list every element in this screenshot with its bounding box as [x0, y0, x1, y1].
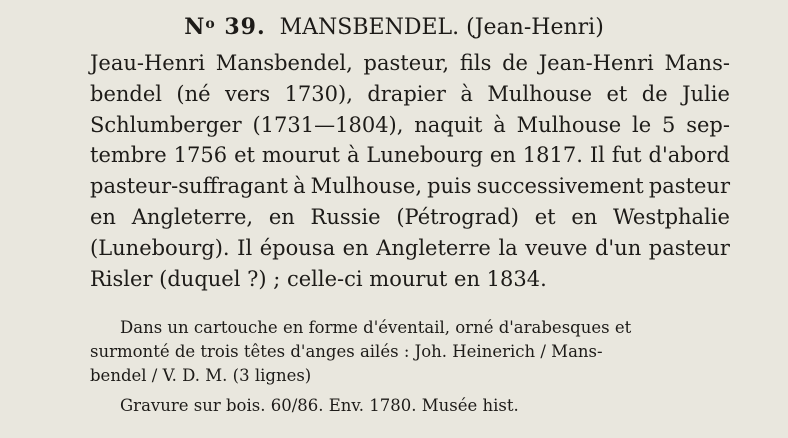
biography-paragraph [90, 48, 730, 294]
note-line: Dans un cartouche en forme d'éventail, orné d'arabesques et [120, 318, 632, 337]
entry-name: MANSBENDEL. (Jean-Henri) [279, 15, 604, 40]
paragraph-line: pasteur-suffragant à Mulhouse, puis successivement pasteur [90, 174, 730, 199]
description-note [90, 316, 730, 418]
entry-number [184, 14, 265, 40]
paragraph-line: Jeau-Henri Mansbendel, pasteur, fils de Jean-Henri Mans- [90, 51, 730, 75]
paragraph-line: en Angleterre, en Russie (Pétrograd) et en Westphalie [90, 204, 730, 229]
paragraph-line: tembre 1756 et mourut à Lunebourg en 1817. Il fut d'abord [90, 143, 730, 168]
paragraph-line: (Lunebourg). Il épousa en Angleterre la veuve d'un pasteur [90, 235, 730, 260]
paragraph-line: Risler (duquel ?) ; celle-ci mourut en 1834. [90, 266, 547, 291]
number-sup: o [205, 16, 216, 32]
note-line: surmonté de trois têtes d'anges ailés : Joh. Heinerich / Mans- [90, 342, 603, 361]
entry-heading [0, 10, 788, 42]
note-line: bendel / V. D. M. (3 lignes) [90, 366, 312, 385]
paragraph-line: Schlumberger (1731—1804), naquit à Mulhouse le 5 sep- [90, 112, 730, 137]
number-value: 39. [224, 14, 266, 40]
paragraph-line: bendel (né vers 1730), drapier à Mulhouse et de Julie [90, 81, 730, 106]
number-prefix: N [184, 14, 206, 40]
engraving-info: Gravure sur bois. 60/86. Env. 1780. Musée hist. [120, 396, 519, 415]
